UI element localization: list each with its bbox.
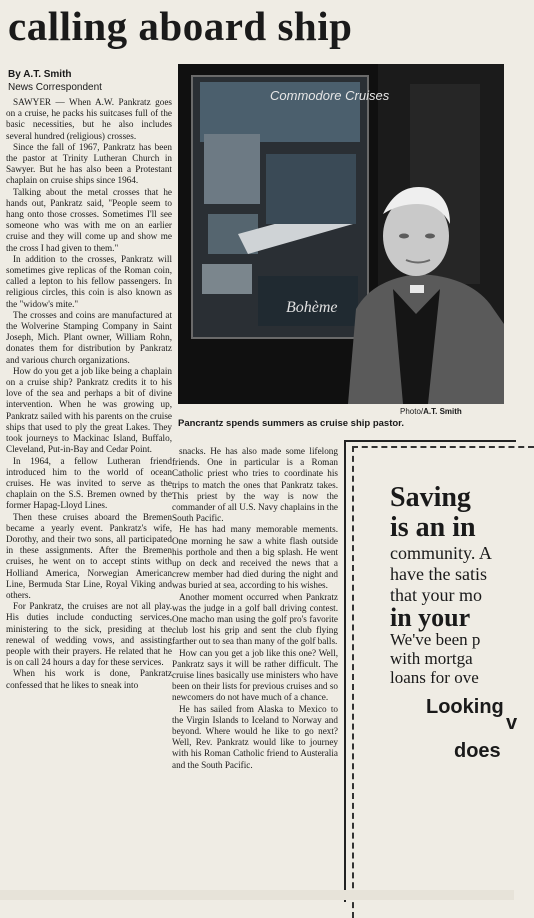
ad-text: Looking — [426, 696, 504, 718]
paragraph: In 1964, a fellow Lutheran friend introduced him to the world of ocean cruises. He was invited to serve as the chaplain on the S.S. Bremen owned by the former Hapag-Lloyd Lines. — [6, 455, 172, 511]
ad-fragment: v — [506, 712, 518, 734]
paragraph: The crosses and coins are manufactured at the Wolverine Stamping Company in Saint Joseph, Mich. Plant owner, William Rohn, donates them for distribution by Pankratz and various church organizations. — [6, 309, 172, 365]
ad-text: have the satis — [390, 564, 487, 584]
photo-caption: Pancrantz spends summers as cruise ship pastor. — [178, 418, 404, 429]
ad-text: community. A — [390, 543, 492, 563]
paragraph: SAWYER — When A.W. Pankratz goes on a cruise, he packs his suitcases full of the basic necessities, but he also includes several hundred (religious) crosses. — [6, 97, 172, 141]
paragraph: Since the fall of 1967, Pankratz has been the pastor at Trinity Lutheran Church in Sawyer. But he has also been a Protestant chaplain on cruise ships since 1964. — [6, 141, 172, 186]
paragraph: For Pankratz, the cruises are not all play. His duties include conducting services, ministering to the sick, presiding at the renewal of wedding vows, and assisting people with their prayers. He related that he is on call 24 hours a day for these services. — [6, 601, 172, 668]
ad-text: that your mo — [390, 585, 482, 605]
photo-credit — [400, 407, 462, 416]
credit-prefix: Photo/ — [400, 407, 424, 416]
article-column-2 — [172, 446, 338, 771]
ad-text: does — [454, 740, 501, 762]
paragraph: He has sailed from Alaska to Mexico to the Virgin Islands to Iceland to Norway and beyond. Where would he like to go next? Well, Rev. Pankratz would like to journey with his Roman Catholic friend to Austeralia and the South Pacific. — [172, 703, 338, 770]
credit-name: A.T. Smith — [423, 407, 462, 416]
paragraph: He has had many memorable mements. One morning he saw a white flash outside his porthole and then a big splash. He went up on deck and received the news that a crew member had died during the night and was buried at sea, according to his wishes. — [172, 524, 338, 591]
ad-headline-2: is an in — [390, 512, 476, 543]
byline-name: By A.T. Smith — [8, 69, 72, 80]
paragraph: snacks. He has also made some lifelong friends. One in particular is a Roman Catholic priest who tries to coordinate his trips to match the ones that Pankratz takes. This priest by the way is now the commander of all U.S. Navy chaplains in the South Pacific. — [172, 446, 338, 524]
paragraph: Another moment occurred when Pankratz was the judge in a golf ball driving contest. One macho man using the golf pro's favorite club lost his grip and sent the club flying farther out to sea than many of the golf balls. — [172, 591, 338, 647]
ad-text: with mortga — [390, 649, 473, 668]
paragraph: When his work is done, Pankratz confessed that he likes to sneak into — [6, 668, 172, 690]
paragraph: Talking about the metal crosses that he hands out, Pankratz said, "People seem to hang onto those crosses. Sometimes I'll see someone who was with me on an earlier cruise and they will come up and show me the cross I had given to them." — [6, 186, 172, 253]
article-photo — [178, 64, 504, 404]
poster-title: Commodore Cruises — [270, 88, 390, 103]
ad-text: We've been p — [390, 630, 481, 649]
paragraph: How can you get a job like this one? Well, Pankratz says it will be rather difficult. The cruise lines basically use ministers who have been on their lists for previous cruises and so newcomers do not have much of a chance. — [172, 647, 338, 703]
paragraph: In addition to the crosses, Pankratz will sometimes give replicas of the Roman coin, called a lepton to his fellow passengers. In religious circles, this coin is also known as the "widow's mite." — [6, 253, 172, 309]
paragraph: Then these cruises aboard the Bremen became a yearly event. Pankratz's wife, Dorothy, and their two sons, all participated in these assignments. After the Bremen cruises, he went on to accept stints with Holliand America, Norwegian American Line, Bermuda Star Line, Royal Viking and others. — [6, 511, 172, 600]
byline-role: News Correspondent — [8, 82, 102, 93]
paragraph: How do you get a job like being a chaplain on a cruise ship? Pankratz credits it to his love of the sea and perhaps a bit of divine intervention. When he was growing up, Pankratz sailed with his parents on the cruise ships that used to ply the great Lakes. They took journeys to Mackinac Island, Buffalo, Cleveland, Put-in-Bay and Cedar Point. — [6, 365, 172, 455]
ad-text: in your — [390, 603, 471, 632]
ad-headline-1: Saving — [390, 482, 471, 513]
headline: calling aboard ship — [8, 3, 353, 49]
page-edge — [0, 890, 514, 900]
article-column-1 — [6, 97, 172, 691]
poster-script: Bohème — [286, 299, 338, 316]
advertisement — [344, 440, 516, 902]
byline — [8, 68, 102, 94]
ad-text: loans for ove — [390, 668, 479, 687]
